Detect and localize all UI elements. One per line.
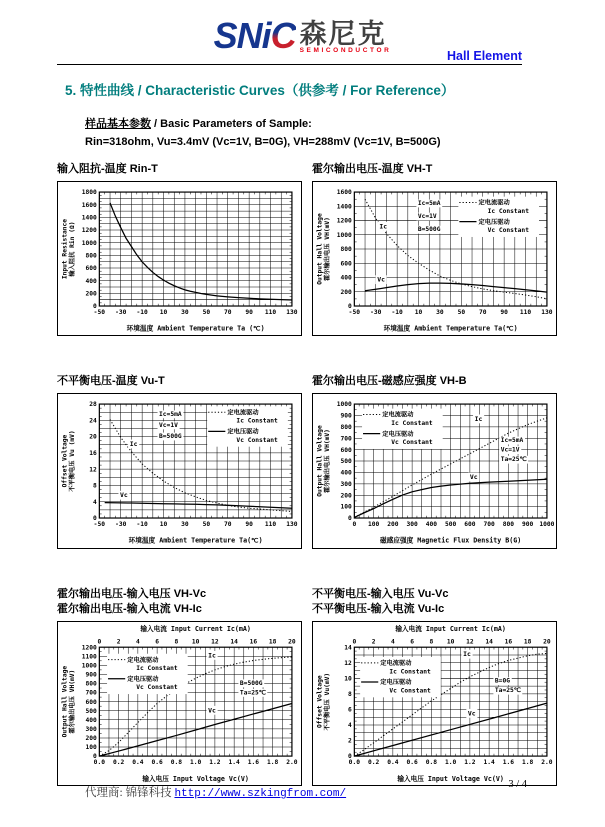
logo-cn-block xyxy=(300,21,392,54)
y-tick-label: 4 xyxy=(348,721,352,729)
x-tick-label: 70 xyxy=(223,521,232,529)
x-tick-label: -50 xyxy=(93,521,105,529)
y-tick-label: 0 xyxy=(93,515,97,523)
legend-label-en: Ic Constant xyxy=(391,420,433,428)
legend xyxy=(362,409,443,449)
legend-label-en: Vc Constant xyxy=(236,437,278,445)
distributor-line xyxy=(85,784,346,800)
x-tick-label: -10 xyxy=(391,309,403,317)
y-tick-label: 1000 xyxy=(336,231,352,239)
y-tick-label: 300 xyxy=(340,481,352,489)
x-tick-label: 1.2 xyxy=(209,758,221,766)
series-label: Vc xyxy=(377,275,385,284)
y-tick-label: 700 xyxy=(340,435,352,443)
y-tick-label: 28 xyxy=(89,401,97,409)
annotation-line: B=0G xyxy=(494,677,510,685)
annotation-line: Ta=25℃ xyxy=(500,456,527,464)
y-tick-label: 0 xyxy=(348,515,352,523)
y-tick-label: 1400 xyxy=(81,214,97,222)
legend-label-en: Vc Constant xyxy=(136,683,178,691)
annotation-line: B=500G xyxy=(159,433,182,441)
series-label: Ic xyxy=(474,415,483,424)
legend-label-cn: 定电流驱动 xyxy=(380,659,412,667)
chart-title: 不平衡电压-温度 Vu-T xyxy=(57,375,165,388)
y-tick-label: 400 xyxy=(340,274,352,282)
x-tick-label: -50 xyxy=(93,309,105,317)
snic-logo xyxy=(0,8,605,54)
y-tick-label: 1600 xyxy=(336,189,352,197)
y-tick-label: 500 xyxy=(340,458,352,466)
chart-vu-t xyxy=(57,374,302,548)
x-tick-label: -30 xyxy=(370,309,382,317)
legend-label-en: Vc Constant xyxy=(389,686,431,694)
top-tick-label: 16 xyxy=(249,638,258,646)
x-tick-label: 1.0 xyxy=(444,758,457,766)
annotation-line: Ta=25℃ xyxy=(494,686,521,694)
x-tick-label: 110 xyxy=(519,309,532,317)
y-axis-title: Output Hall Voltage霍尔输出电压 VH(mV) xyxy=(61,665,77,737)
y-tick-label: 1000 xyxy=(336,401,352,409)
y-tick-label: 1400 xyxy=(336,203,352,211)
y-tick-label: 14 xyxy=(344,643,352,651)
y-axis-title: Offset Voltage不平衡电压 Vu(mV) xyxy=(316,672,332,730)
x-tick-label: 400 xyxy=(425,521,438,529)
x-axis-title: 输入电压 Input Voltage Vc(V) xyxy=(142,774,249,783)
y-axis-title: Offset Voltage不平衡电压 Vu (mV) xyxy=(61,430,77,492)
top-tick-label: 18 xyxy=(268,638,277,646)
series-label: Ic xyxy=(379,222,388,231)
x-tick-label: 0.2 xyxy=(112,758,125,766)
series-label: Vc xyxy=(467,708,476,717)
annotation xyxy=(499,437,528,464)
y-tick-label: 1000 xyxy=(81,661,97,669)
series-label: Ic xyxy=(129,440,138,449)
x-tick-label: -10 xyxy=(136,309,148,317)
top-tick-label: 10 xyxy=(191,638,200,646)
top-tick-label: 0 xyxy=(97,638,102,646)
y-tick-label: 200 xyxy=(340,492,352,500)
x-tick-label: 30 xyxy=(181,521,189,529)
product-name: Hall Element xyxy=(446,49,522,63)
y-tick-label: 1200 xyxy=(336,217,352,225)
x-tick-label: 2.0 xyxy=(286,758,298,766)
x-tick-label: 110 xyxy=(264,521,277,529)
top-tick-label: 20 xyxy=(543,638,551,646)
y-tick-label: 100 xyxy=(85,743,97,751)
chart-frame xyxy=(312,181,557,336)
series-label: Vc xyxy=(208,705,216,714)
chart-titles xyxy=(57,587,302,617)
section-title: 5. 特性曲线 / Characteristic Curves（供参考 / For Reference） xyxy=(65,83,455,98)
series-label: Vc xyxy=(469,473,478,482)
chart-rin-t xyxy=(57,162,302,336)
chart-frame xyxy=(57,621,302,786)
x-axis-title: 磁感应强度 Magnetic Flux Density B(G) xyxy=(380,536,522,545)
y-tick-labels xyxy=(82,644,97,760)
y-tick-label: 200 xyxy=(85,734,97,742)
top-tick-labels xyxy=(97,638,295,645)
chart-titles xyxy=(57,162,302,177)
y-tick-label: 8 xyxy=(348,690,352,698)
top-tick-label: 12 xyxy=(466,638,474,646)
x-tick-labels xyxy=(349,759,553,766)
chart-canvas xyxy=(59,183,300,334)
top-axis-title: 输入电流 Input Current Ic(mA) xyxy=(140,624,251,633)
x-tick-label: 1.8 xyxy=(522,758,534,766)
annotation-line: B=500G xyxy=(417,226,441,234)
y-tick-label: 6 xyxy=(348,706,352,714)
header xyxy=(0,0,605,65)
x-tick-label: 900 xyxy=(522,521,534,529)
legend xyxy=(107,653,188,693)
chart-vh-b xyxy=(312,374,557,548)
y-tick-label: 600 xyxy=(340,260,352,268)
chart-frame xyxy=(57,181,302,336)
x-tick-label: 1.4 xyxy=(483,758,495,766)
x-tick-label: 600 xyxy=(464,521,476,529)
x-tick-label: -30 xyxy=(115,521,127,529)
annotation-line: Ic=5mA xyxy=(500,437,524,445)
y-tick-label: 12 xyxy=(89,466,97,474)
x-tick-labels xyxy=(94,309,298,316)
logo-chinese-name: 森尼克 xyxy=(299,19,387,49)
logo-semiconductor-text: SEMICONDUCTOR xyxy=(299,47,392,54)
y-tick-labels xyxy=(337,189,352,310)
y-tick-label: 100 xyxy=(340,503,352,511)
y-tick-labels xyxy=(344,644,352,760)
top-tick-label: 14 xyxy=(230,638,238,646)
legend xyxy=(360,656,441,696)
y-tick-label: 600 xyxy=(85,698,97,706)
top-tick-label: 2 xyxy=(116,638,121,646)
chart-title: 不平衡电压-输入电压 Vu-Vc xyxy=(312,587,449,600)
x-tick-label: 130 xyxy=(541,309,553,317)
annotation-line: Vc=1V xyxy=(500,446,520,454)
top-axis-title: 输入电流 Input Current Ic(mA) xyxy=(395,624,506,633)
x-tick-label: 2.0 xyxy=(541,758,553,766)
chart-title: 输入阻抗-温度 Rin-T xyxy=(57,163,158,175)
x-tick-label: 10 xyxy=(414,309,423,317)
chart-title: 霍尔输出电压-输入电流 VH-Ic xyxy=(57,602,202,615)
x-tick-label: 130 xyxy=(286,309,298,317)
top-tick-labels xyxy=(352,638,550,645)
legend xyxy=(207,407,288,447)
x-tick-labels xyxy=(349,309,553,316)
charts-grid xyxy=(57,162,557,786)
x-tick-label: 30 xyxy=(181,309,189,317)
chart-canvas xyxy=(314,183,555,334)
top-tick-label: 10 xyxy=(446,638,455,646)
y-tick-label: 1100 xyxy=(81,652,97,660)
x-tick-label: 0.8 xyxy=(170,758,183,766)
y-tick-label: 2 xyxy=(348,737,352,745)
page-number: 3 / 4 xyxy=(508,779,527,790)
x-tick-label: -10 xyxy=(136,521,148,529)
annotation-line: Vc=1V xyxy=(159,422,178,430)
annotation-line: Ic=5mA xyxy=(159,411,182,419)
x-tick-label: 0.0 xyxy=(93,758,105,766)
chart-titles xyxy=(312,587,557,617)
legend-label-cn: 定电压驱动 xyxy=(382,431,414,439)
sample-label-cn: 样品基本参数 xyxy=(85,118,151,130)
chart-canvas xyxy=(59,395,300,546)
y-tick-label: 800 xyxy=(85,680,97,688)
y-tick-labels xyxy=(337,401,352,522)
x-tick-label: 1.6 xyxy=(502,758,515,766)
x-tick-labels xyxy=(94,521,298,528)
chart-titles xyxy=(312,374,557,389)
top-tick-label: 0 xyxy=(352,638,357,646)
x-tick-label: 10 xyxy=(159,521,168,529)
chart-titles xyxy=(312,162,557,177)
x-tick-label: 1.0 xyxy=(189,758,202,766)
annotation-line: Vc=1V xyxy=(417,213,437,221)
y-tick-label: 24 xyxy=(89,417,97,425)
legend-label-en: Ic Constant xyxy=(389,667,431,675)
y-axis-title: Output Hall Voltage霍尔输出电压 VH(mV) xyxy=(316,425,332,498)
x-tick-label: 200 xyxy=(387,521,399,529)
y-tick-label: 0 xyxy=(93,752,97,760)
top-tick-label: 12 xyxy=(211,638,219,646)
y-tick-label: 0 xyxy=(348,752,352,760)
legend-label-en: Vc Constant xyxy=(391,439,433,447)
legend-label-en: Ic Constant xyxy=(136,664,178,672)
top-tick-label: 2 xyxy=(371,638,376,646)
chart-vh-vc-ic xyxy=(57,587,302,786)
x-tick-label: 0.2 xyxy=(367,758,380,766)
x-axis-title: 环境温度 Ambient Temperature Ta(℃) xyxy=(128,536,263,545)
x-tick-label: 700 xyxy=(483,521,495,529)
sample-parameters-values: Rin=318ohm, Vu=3.4mV (Vc=1V, B=0G), VH=288mV (Vc=1V, B=500G) xyxy=(85,136,441,148)
sample-label-en: / Basic Parameters of Sample: xyxy=(151,118,312,130)
x-tick-label: 800 xyxy=(502,521,515,529)
y-tick-label: 8 xyxy=(93,482,97,490)
x-tick-label: 110 xyxy=(264,309,277,317)
x-tick-label: 30 xyxy=(436,309,444,317)
y-tick-label: 400 xyxy=(340,469,352,477)
legend-label-cn: 定电压驱动 xyxy=(478,218,510,226)
x-tick-label: 1.6 xyxy=(247,758,260,766)
series-label: Ic xyxy=(463,649,471,658)
logo-c-text: C xyxy=(270,15,296,56)
annotation xyxy=(416,200,442,234)
y-tick-label: 12 xyxy=(344,659,352,667)
x-tick-label: 500 xyxy=(444,521,457,529)
top-tick-label: 4 xyxy=(390,638,395,646)
x-tick-labels xyxy=(352,521,554,528)
curve-vc-constant xyxy=(105,503,292,509)
y-tick-label: 1800 xyxy=(81,189,97,197)
y-tick-label: 10 xyxy=(344,674,352,682)
x-axis-title: 输入电压 Input Voltage Vc(V) xyxy=(397,774,504,783)
x-tick-label: 1.8 xyxy=(267,758,279,766)
legend-label-cn: 定电流驱动 xyxy=(127,656,159,664)
chart-vu-vc-ic xyxy=(312,587,557,786)
chart-canvas xyxy=(314,395,555,546)
y-tick-label: 800 xyxy=(85,252,97,260)
y-tick-label: 1000 xyxy=(81,239,97,247)
y-tick-label: 20 xyxy=(89,433,97,441)
x-tick-label: 70 xyxy=(478,309,487,317)
y-tick-label: 1600 xyxy=(81,201,97,209)
x-axis-title: 环境温度 Ambient Temperature Ta(℃) xyxy=(383,324,518,333)
annotation-line: Ic=5mA xyxy=(417,199,441,207)
annotation-line: Ta=25℃ xyxy=(239,688,266,696)
x-tick-label: 0.6 xyxy=(406,758,418,766)
x-tick-label: 0.4 xyxy=(132,758,144,766)
x-tick-label: 130 xyxy=(286,521,298,529)
y-tick-label: 800 xyxy=(340,246,352,254)
y-tick-label: 16 xyxy=(89,450,97,458)
top-tick-label: 8 xyxy=(174,638,179,646)
sample-parameters-label xyxy=(85,115,605,131)
chart-frame xyxy=(312,393,557,548)
y-tick-label: 400 xyxy=(85,277,97,285)
y-tick-label: 4 xyxy=(93,499,97,507)
y-tick-label: 900 xyxy=(85,671,97,679)
distributor-url[interactable]: http://www.szkingfrom.com/ xyxy=(174,788,347,800)
chart-canvas xyxy=(59,623,300,784)
annotation-line: B=500G xyxy=(239,679,263,687)
top-tick-label: 6 xyxy=(410,638,414,646)
x-tick-label: 0.4 xyxy=(387,758,399,766)
x-tick-label: 90 xyxy=(245,309,253,317)
x-tick-labels xyxy=(94,759,298,766)
y-tick-labels xyxy=(82,189,97,310)
x-tick-label: 50 xyxy=(202,309,211,317)
legend-label-en: Ic Constant xyxy=(236,417,278,425)
chart-canvas xyxy=(314,623,555,784)
logo-wordmark xyxy=(213,15,296,56)
top-tick-label: 20 xyxy=(288,638,296,646)
x-tick-label: -50 xyxy=(348,309,360,317)
y-tick-label: 700 xyxy=(85,689,97,697)
x-tick-label: 1.2 xyxy=(464,758,476,766)
x-tick-label: 50 xyxy=(457,309,466,317)
top-tick-label: 16 xyxy=(504,638,513,646)
y-tick-label: 600 xyxy=(340,447,352,455)
chart-vh-t xyxy=(312,162,557,336)
x-tick-label: 70 xyxy=(223,309,232,317)
top-tick-label: 4 xyxy=(135,638,140,646)
x-axis-title: 环境温度 Ambient Temperature Ta (℃) xyxy=(126,324,265,333)
chart-frame xyxy=(57,393,302,548)
distributor-label: 代理商: 锦锋科技 xyxy=(85,787,172,799)
y-axis-title: Input Resistance输入阻抗 Rin (Ω) xyxy=(61,218,77,280)
x-tick-label: 0 xyxy=(352,521,357,529)
chart-title: 霍尔输出电压-磁感应强度 VH-B xyxy=(312,375,467,388)
x-tick-label: -30 xyxy=(115,309,127,317)
legend-label-cn: 定电压驱动 xyxy=(127,675,159,683)
x-tick-label: 0.0 xyxy=(348,758,360,766)
y-tick-label: 0 xyxy=(348,303,352,311)
legend-label-cn: 定电压驱动 xyxy=(227,428,259,436)
y-tick-label: 200 xyxy=(85,290,97,298)
y-tick-label: 600 xyxy=(85,265,97,273)
legend-label-cn: 定电压驱动 xyxy=(380,678,412,686)
x-tick-label: 0.6 xyxy=(151,758,163,766)
y-tick-label: 300 xyxy=(85,725,97,733)
legend-label-en: Vc Constant xyxy=(487,227,529,235)
series-label: Ic xyxy=(208,650,216,659)
x-tick-label: 1.4 xyxy=(228,758,240,766)
legend-label-cn: 定电流驱动 xyxy=(227,409,259,417)
y-tick-label: 900 xyxy=(340,412,352,420)
top-tick-label: 8 xyxy=(429,638,434,646)
x-tick-label: 10 xyxy=(159,309,168,317)
chart-titles xyxy=(57,374,302,389)
x-tick-label: 0.8 xyxy=(425,758,438,766)
top-tick-label: 6 xyxy=(155,638,159,646)
footer xyxy=(0,779,605,800)
legend-label-cn: 定电流驱动 xyxy=(478,199,510,207)
y-tick-label: 200 xyxy=(340,288,352,296)
y-tick-label: 800 xyxy=(340,424,352,432)
x-tick-label: 100 xyxy=(367,521,380,529)
top-tick-label: 18 xyxy=(523,638,532,646)
legend-label-en: Ic Constant xyxy=(487,207,529,215)
legend-label-cn: 定电流驱动 xyxy=(382,411,414,419)
chart-title: 霍尔输出电压-温度 VH-T xyxy=(312,163,433,175)
y-tick-label: 1200 xyxy=(81,227,97,235)
x-tick-label: 90 xyxy=(500,309,508,317)
chart-title: 霍尔输出电压-输入电压 VH-Vc xyxy=(57,587,207,600)
y-tick-labels xyxy=(89,401,97,522)
grid xyxy=(99,192,292,306)
legend xyxy=(458,197,539,237)
y-tick-label: 0 xyxy=(93,303,97,311)
annotation xyxy=(158,411,184,441)
series-label: Vc xyxy=(120,491,128,500)
x-tick-label: 90 xyxy=(245,521,253,529)
x-tick-label: 300 xyxy=(406,521,418,529)
y-tick-label: 500 xyxy=(85,707,97,715)
y-tick-label: 400 xyxy=(85,716,97,724)
y-axis-title: Output Hall Voltage霍尔输出电压 VH(mV) xyxy=(316,213,332,285)
x-tick-label: 1000 xyxy=(539,521,555,529)
curve-vc-constant xyxy=(365,283,547,292)
chart-frame xyxy=(312,621,557,786)
chart-title: 不平衡电压-输入电流 Vu-Ic xyxy=(312,602,445,615)
y-tick-label: 1200 xyxy=(81,643,97,651)
top-tick-label: 14 xyxy=(485,638,493,646)
logo-sni-text: SNi xyxy=(213,15,271,56)
x-tick-label: 50 xyxy=(202,521,211,529)
